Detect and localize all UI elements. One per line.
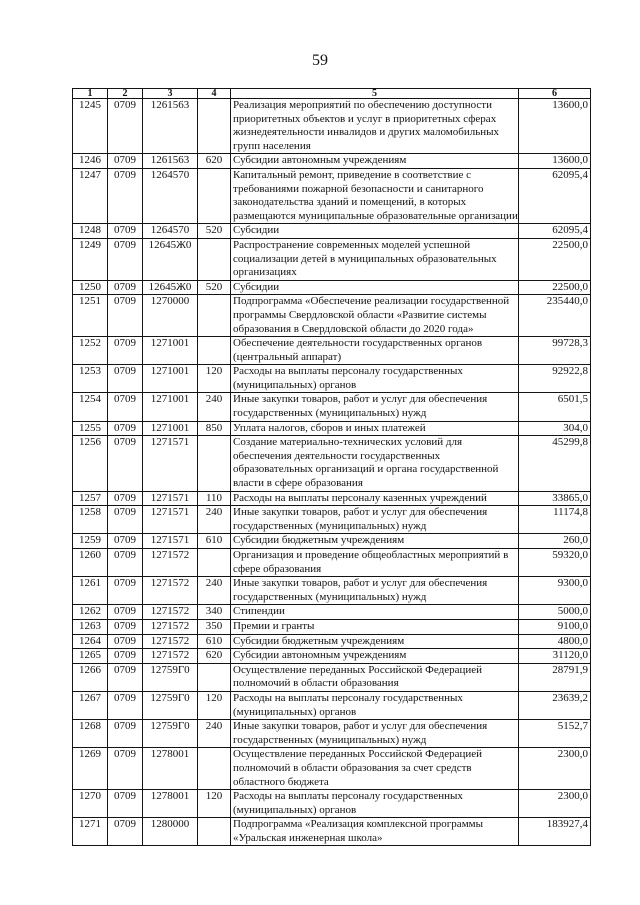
table-row [73, 393, 591, 421]
item-name-line: законодательства зданий и помещений, в которых [233, 196, 467, 209]
table-row [73, 224, 591, 239]
amount-cell: 2300,0 [519, 748, 591, 790]
item-name-line: Субсидии автономным учреждениям [233, 154, 407, 167]
item-name-cell [231, 393, 519, 421]
item-name-line: обеспечения деятельности государственных [233, 449, 441, 462]
item-name-line: Расходы на выплаты персоналу государственных [233, 790, 463, 803]
item-name-cell [231, 506, 519, 534]
section-code-cell: 0709 [108, 577, 143, 605]
item-name-line: Подпрограмма «Реализация комплексной программы [233, 818, 484, 831]
section-code-cell: 0709 [108, 421, 143, 436]
table-body [73, 89, 591, 846]
item-name-cell [231, 224, 519, 239]
expense-type-cell: 610 [198, 634, 231, 649]
item-name-line: приоритетных объектов и услуг в приоритетных сферах [233, 112, 497, 125]
item-name-line: Распространение современных моделей успешной [233, 238, 471, 251]
table-row [73, 154, 591, 169]
section-code-cell: 0709 [108, 238, 143, 280]
amount-cell: 45299,8 [519, 436, 591, 491]
item-name-cell [231, 605, 519, 620]
target-article-cell: 1271572 [143, 549, 198, 577]
item-name-cell [231, 154, 519, 169]
table-row [73, 506, 591, 534]
section-code-cell: 0709 [108, 619, 143, 634]
item-name-line: Стипендии [233, 605, 285, 618]
expense-type-cell: 110 [198, 491, 231, 506]
item-name-line: государственных (муниципальных) нужд [233, 590, 427, 603]
expense-type-cell: 620 [198, 154, 231, 169]
amount-cell: 260,0 [519, 534, 591, 549]
item-name-cell [231, 818, 519, 846]
expense-type-cell: 240 [198, 720, 231, 748]
item-name-line: Реализация мероприятий по обеспечению доступности [233, 99, 492, 111]
section-code-cell: 0709 [108, 691, 143, 719]
table-row [73, 337, 591, 365]
table-row [73, 365, 591, 393]
item-name-line: Организация и проведение общеобластных мероприятий в [233, 549, 509, 561]
section-code-cell: 0709 [108, 534, 143, 549]
item-name-line: организациях [233, 266, 297, 279]
expense-type-cell [198, 663, 231, 691]
section-code-cell: 0709 [108, 168, 143, 223]
target-article-cell: 1271572 [143, 649, 198, 664]
section-code-cell: 0709 [108, 154, 143, 169]
expense-type-cell: 620 [198, 649, 231, 664]
item-name-line: Уплата налогов, сборов и иных платежей [233, 421, 426, 434]
row-number-cell: 1268 [73, 720, 108, 748]
row-number-cell: 1252 [73, 337, 108, 365]
item-name-line: государственных (муниципальных) нужд [233, 407, 427, 420]
table-row [73, 748, 591, 790]
item-name-cell [231, 337, 519, 365]
table-row [73, 295, 591, 337]
page-number: 59 [312, 52, 328, 69]
amount-cell: 13600,0 [519, 154, 591, 169]
item-name-line: (муниципальных) органов [233, 378, 357, 391]
item-name-line: групп населения [233, 139, 311, 152]
section-code-cell: 0709 [108, 436, 143, 491]
target-article-cell: 1278001 [143, 748, 198, 790]
expense-type-cell: 610 [198, 534, 231, 549]
row-number-cell: 1260 [73, 549, 108, 577]
item-name-line: Осуществление переданных Российской Федерацией [233, 748, 483, 761]
item-name-cell [231, 238, 519, 280]
item-name-cell [231, 295, 519, 337]
amount-cell: 13600,0 [519, 99, 591, 154]
item-name-line: программы Свердловской области «Развитие системы [233, 308, 487, 321]
target-article-cell: 1271001 [143, 393, 198, 421]
item-name-line: Премии и гранты [233, 619, 315, 632]
row-number-cell: 1249 [73, 238, 108, 280]
amount-cell: 22500,0 [519, 280, 591, 295]
item-name-line: Субсидии бюджетным учреждениям [233, 534, 405, 547]
item-name-line: Субсидии автономным учреждениям [233, 649, 407, 662]
item-name-line: Субсидии [233, 224, 280, 237]
target-article-cell: 1264570 [143, 168, 198, 223]
table-row [73, 619, 591, 634]
item-name-line: Подпрограмма «Обеспечение реализации государственной [233, 295, 510, 308]
expense-type-cell: 120 [198, 691, 231, 719]
target-article-cell: 1271571 [143, 436, 198, 491]
amount-cell: 4800,0 [519, 634, 591, 649]
expense-type-cell: 850 [198, 421, 231, 436]
table-row [73, 549, 591, 577]
item-name-cell [231, 365, 519, 393]
section-code-cell: 0709 [108, 605, 143, 620]
row-number-cell: 1250 [73, 280, 108, 295]
table-row [73, 818, 591, 846]
target-article-cell: 1270000 [143, 295, 198, 337]
table-row [73, 605, 591, 620]
expense-type-cell [198, 818, 231, 846]
amount-cell: 31120,0 [519, 649, 591, 664]
table-row [73, 691, 591, 719]
amount-cell: 9300,0 [519, 577, 591, 605]
expense-type-cell: 120 [198, 365, 231, 393]
item-name-line: Иные закупки товаров, работ и услуг для обеспечения [233, 393, 488, 406]
target-article-cell: 1271001 [143, 337, 198, 365]
section-code-cell: 0709 [108, 280, 143, 295]
table-row [73, 577, 591, 605]
row-number-cell: 1267 [73, 691, 108, 719]
expense-type-cell [198, 295, 231, 337]
item-name-line: Осуществление переданных Российской Федерацией [233, 663, 483, 676]
amount-cell: 5000,0 [519, 605, 591, 620]
expense-type-cell [198, 168, 231, 223]
amount-cell: 235440,0 [519, 295, 591, 337]
row-number-cell: 1258 [73, 506, 108, 534]
item-name-cell [231, 691, 519, 719]
expense-type-cell [198, 337, 231, 365]
target-article-cell: 1261563 [143, 154, 198, 169]
item-name-cell [231, 491, 519, 506]
expense-type-cell: 120 [198, 790, 231, 818]
item-name-line: Обеспечение деятельности государственных органов [233, 337, 483, 350]
target-article-cell: 1271572 [143, 577, 198, 605]
row-number-cell: 1269 [73, 748, 108, 790]
item-name-cell [231, 663, 519, 691]
table-row [73, 491, 591, 506]
section-code-cell: 0709 [108, 295, 143, 337]
item-name-line: Создание материально-технических условий для [233, 436, 463, 449]
item-name-line: Субсидии бюджетным учреждениям [233, 634, 405, 647]
amount-cell: 5152,7 [519, 720, 591, 748]
amount-cell: 92922,8 [519, 365, 591, 393]
amount-cell: 22500,0 [519, 238, 591, 280]
table-row [73, 634, 591, 649]
amount-cell: 23639,2 [519, 691, 591, 719]
amount-cell: 9100,0 [519, 619, 591, 634]
item-name-cell [231, 790, 519, 818]
section-code-cell: 0709 [108, 99, 143, 154]
item-name-line: государственных (муниципальных) нужд [233, 733, 427, 746]
section-code-cell: 0709 [108, 337, 143, 365]
row-number-cell: 1265 [73, 649, 108, 664]
item-name-cell [231, 549, 519, 577]
item-name-line: Расходы на выплаты персоналу государственных [233, 691, 463, 704]
row-number-cell: 1257 [73, 491, 108, 506]
table-row [73, 720, 591, 748]
section-code-cell: 0709 [108, 365, 143, 393]
amount-cell: 59320,0 [519, 549, 591, 577]
item-name-line: социализации детей в муниципальных образовательных [233, 252, 497, 265]
section-code-cell: 0709 [108, 720, 143, 748]
item-name-line: образовательных организаций и органа государственной [233, 463, 499, 476]
target-article-cell: 1271571 [143, 491, 198, 506]
amount-cell: 6501,5 [519, 393, 591, 421]
section-code-cell: 0709 [108, 748, 143, 790]
item-name-line: «Уральская инженерная школа» [233, 831, 383, 844]
row-number-cell: 1259 [73, 534, 108, 549]
header-col-3: 3 [143, 89, 198, 99]
expense-type-cell [198, 549, 231, 577]
section-code-cell: 0709 [108, 663, 143, 691]
expense-type-cell: 520 [198, 280, 231, 295]
section-code-cell: 0709 [108, 634, 143, 649]
expense-type-cell: 340 [198, 605, 231, 620]
target-article-cell: 1278001 [143, 790, 198, 818]
row-number-cell: 1262 [73, 605, 108, 620]
target-article-cell: 1261563 [143, 99, 198, 154]
item-name-line: образования в Свердловской области до 2020 года» [233, 322, 474, 335]
header-row [73, 89, 591, 99]
item-name-line: полномочий в области образования за счет средств [233, 761, 472, 774]
section-code-cell: 0709 [108, 818, 143, 846]
amount-cell: 62095,4 [519, 168, 591, 223]
expense-type-cell [198, 748, 231, 790]
target-article-cell: 1271001 [143, 365, 198, 393]
expense-type-cell: 350 [198, 619, 231, 634]
row-number-cell: 1270 [73, 790, 108, 818]
item-name-line: (центральный аппарат) [233, 350, 342, 363]
row-number-cell: 1254 [73, 393, 108, 421]
item-name-line: Иные закупки товаров, работ и услуг для обеспечения [233, 577, 488, 590]
item-name-line: власти в сфере образования [233, 477, 363, 490]
expense-type-cell [198, 99, 231, 154]
target-article-cell: 12759Г0 [143, 720, 198, 748]
amount-cell: 11174,8 [519, 506, 591, 534]
item-name-cell [231, 649, 519, 664]
section-code-cell: 0709 [108, 491, 143, 506]
target-article-cell: 12759Г0 [143, 663, 198, 691]
row-number-cell: 1246 [73, 154, 108, 169]
item-name-line: требованиями пожарной безопасности и санитарного [233, 182, 484, 195]
item-name-cell [231, 577, 519, 605]
header-col-5: 5 [231, 89, 519, 99]
table-row [73, 238, 591, 280]
header-col-6: 6 [519, 89, 591, 99]
item-name-cell [231, 168, 519, 223]
item-name-cell [231, 748, 519, 790]
item-name-line: Расходы на выплаты персоналу государственных [233, 365, 463, 378]
section-code-cell: 0709 [108, 649, 143, 664]
table-row [73, 534, 591, 549]
item-name-cell [231, 280, 519, 295]
amount-cell: 28791,9 [519, 663, 591, 691]
section-code-cell: 0709 [108, 549, 143, 577]
row-number-cell: 1255 [73, 421, 108, 436]
expense-type-cell: 240 [198, 393, 231, 421]
amount-cell: 62095,4 [519, 224, 591, 239]
row-number-cell: 1256 [73, 436, 108, 491]
item-name-line: (муниципальных) органов [233, 705, 357, 718]
item-name-line: жизнедеятельности инвалидов и других маломобильных [233, 126, 500, 139]
amount-cell: 183927,4 [519, 818, 591, 846]
expense-type-cell: 240 [198, 506, 231, 534]
item-name-line: сфере образования [233, 562, 322, 575]
target-article-cell: 1264570 [143, 224, 198, 239]
budget-table [72, 88, 591, 846]
item-name-line: размещаются муниципальные образовательные организации [233, 209, 518, 222]
expense-type-cell [198, 436, 231, 491]
expense-type-cell: 520 [198, 224, 231, 239]
section-code-cell: 0709 [108, 224, 143, 239]
header-col-1: 1 [73, 89, 108, 99]
item-name-cell [231, 634, 519, 649]
target-article-cell: 1271571 [143, 534, 198, 549]
table-row [73, 436, 591, 491]
item-name-line: государственных (муниципальных) нужд [233, 519, 427, 532]
target-article-cell: 1271572 [143, 619, 198, 634]
target-article-cell: 12759Г0 [143, 691, 198, 719]
row-number-cell: 1266 [73, 663, 108, 691]
table-row [73, 790, 591, 818]
row-number-cell: 1248 [73, 224, 108, 239]
expense-type-cell [198, 238, 231, 280]
amount-cell: 99728,3 [519, 337, 591, 365]
item-name-line: Капитальный ремонт, приведение в соответствие с [233, 168, 472, 181]
expense-type-cell: 240 [198, 577, 231, 605]
target-article-cell: 12645Ж0 [143, 280, 198, 295]
item-name-line: Субсидии [233, 280, 280, 293]
item-name-cell [231, 619, 519, 634]
item-name-cell [231, 534, 519, 549]
table-row [73, 168, 591, 223]
table-row [73, 421, 591, 436]
target-article-cell: 12645Ж0 [143, 238, 198, 280]
row-number-cell: 1271 [73, 818, 108, 846]
item-name-line: областного бюджета [233, 775, 329, 788]
item-name-line: Расходы на выплаты персоналу казенных учреждений [233, 491, 487, 504]
item-name-line: Иные закупки товаров, работ и услуг для обеспечения [233, 506, 488, 519]
item-name-cell [231, 421, 519, 436]
amount-cell: 2300,0 [519, 790, 591, 818]
item-name-cell [231, 720, 519, 748]
table-row [73, 649, 591, 664]
amount-cell: 33865,0 [519, 491, 591, 506]
table-row [73, 99, 591, 154]
target-article-cell: 1271572 [143, 634, 198, 649]
item-name-line: (муниципальных) органов [233, 803, 357, 816]
target-article-cell: 1271571 [143, 506, 198, 534]
item-name-cell [231, 99, 519, 154]
target-article-cell: 1271001 [143, 421, 198, 436]
amount-cell: 304,0 [519, 421, 591, 436]
row-number-cell: 1264 [73, 634, 108, 649]
section-code-cell: 0709 [108, 506, 143, 534]
row-number-cell: 1245 [73, 99, 108, 154]
section-code-cell: 0709 [108, 790, 143, 818]
item-name-line: полномочий в области образования [233, 677, 399, 690]
header-col-2: 2 [108, 89, 143, 99]
row-number-cell: 1247 [73, 168, 108, 223]
target-article-cell: 1280000 [143, 818, 198, 846]
row-number-cell: 1263 [73, 619, 108, 634]
row-number-cell: 1251 [73, 295, 108, 337]
header-col-4: 4 [198, 89, 231, 99]
table-row [73, 663, 591, 691]
row-number-cell: 1261 [73, 577, 108, 605]
item-name-cell [231, 436, 519, 491]
table-row [73, 280, 591, 295]
row-number-cell: 1253 [73, 365, 108, 393]
item-name-line: Иные закупки товаров, работ и услуг для обеспечения [233, 720, 488, 733]
target-article-cell: 1271572 [143, 605, 198, 620]
section-code-cell: 0709 [108, 393, 143, 421]
